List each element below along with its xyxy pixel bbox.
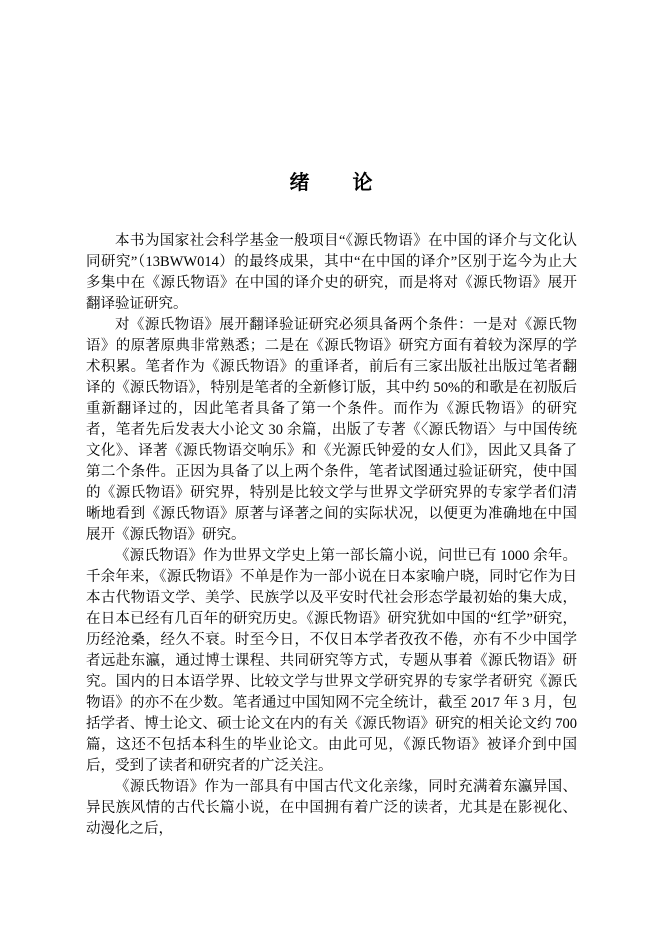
paragraph-3: 《源氏物语》作为世界文学史上第一部长篇小说，问世已有 1000 余年。千余年来，《源氏物语》不单是作为一部小说在日本家喻户晓，同时它作为日本古代物语文学、美学、民族学以及平安时代社会形态学最初始的集大成，在日本已经有几百年的研究历史。《源氏物语》研究犹如中国的“红学”研究，历经沧桑，经久不衰。时至今日，不仅日本学者孜孜不倦，亦有不少中国学者远赴东瀛，通过博士课程、共同研究等方式，专题从事着《源氏物语》研究。国内的日本语学界、比较文学与世界文学研究界的专家学者研究《源氏物语》的亦不在少数。笔者通过中国知网不完全统计，截至 2017 年 3 月，包括学者、博士论文、硕士论文在内的有关《源氏物语》研究的相关论文约 700 篇，这还不包括本科生的毕业论文。由此可见，《源氏物语》被译介到中国后，受到了读者和研究者的广泛关注。	[86, 548, 577, 774]
page-title: 绪 论	[289, 172, 374, 194]
paragraph-4: 《源氏物语》作为一部具有中国古代文化亲缘，同时充满着东瀛异国、异民族风情的古代长篇小说，在中国拥有着广泛的读者，尤其是在影视化、动漫化之后，	[86, 779, 577, 837]
paragraph-1: 本书为国家社会科学基金一般项目“《源氏物语》在中国的译介与文化认同研究”（13BWW014）的最终成果，其中“在中国的译介”区别于迄今为止大多集中在《源氏物语》在中国的译介史的研究，而是将对《源氏物语》展开翻译验证研究。	[86, 233, 577, 312]
paragraph-2: 对《源氏物语》展开翻译验证研究必须具备两个条件：一是对《源氏物语》的原著原典非常熟悉；二是在《源氏物语》研究方面有着较为深厚的学术积累。笔者作为《源氏物语》的重译者，前后有三家出版社出版过笔者翻译的《源氏物语》，特别是笔者的全新修订版，其中约 50%的和歌是在初版后重新翻译过的，因此笔者具备了第一个条件。而作为《源氏物语》的研究者，笔者先后发表大小论文 30 余篇，出版了专著《〈源氏物语〉与中国传统文化》、译著《源氏物语交响乐》和《光源氏钟爱的女人们》，因此又具备了第二个条件。正因为具备了以上两个条件，笔者试图通过验证研究，使中国的《源氏物语》研究界，特别是比较文学与世界文学研究界的专家学者们清晰地看到《源氏物语》原著与译著之间的实际状况，以便更为准确地在中国展开《源氏物语》研究。	[86, 317, 577, 543]
